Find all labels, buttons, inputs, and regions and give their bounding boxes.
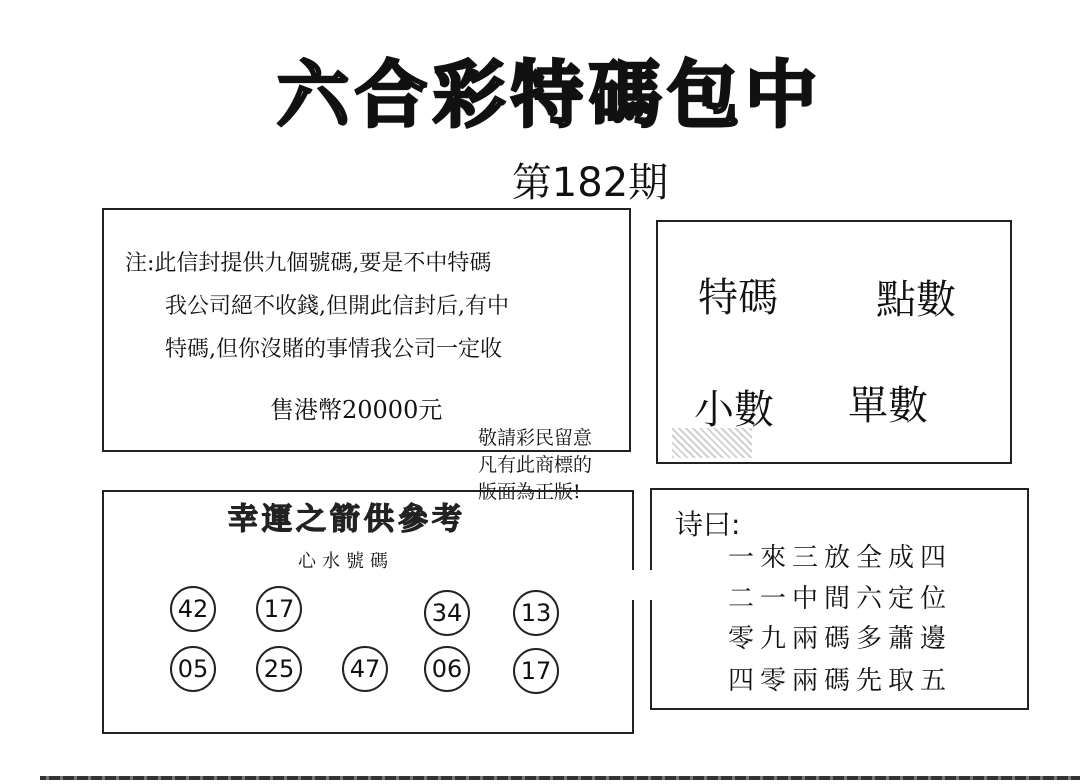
poem-line-3: 零九兩碼多蕭邊: [728, 624, 953, 654]
price-label: 售港幣20000元: [270, 396, 443, 424]
scan-edge: [40, 776, 1080, 780]
number-ball: 17: [256, 586, 302, 632]
notice-line-2: 凡有此商標的: [478, 454, 593, 476]
number-ball: 06: [424, 646, 470, 692]
note-line-2: 我公司絕不收錢,但開此信封后,有中: [165, 294, 509, 319]
category-points: 點數: [876, 277, 956, 323]
poem-heading: 诗曰:: [675, 508, 741, 541]
number-ball: 47: [342, 646, 388, 692]
poem-line-2: 二一中間六定位: [728, 584, 953, 614]
number-ball: 13: [513, 590, 559, 636]
number-ball: 42: [170, 586, 216, 632]
category-odd: 單數: [848, 383, 928, 429]
note-line-3: 特碼,但你沒賭的事情我公司一定收: [165, 337, 502, 362]
poem-line-1: 一來三放全成四: [728, 543, 953, 573]
trademark-smudge: [672, 428, 752, 458]
poem-line-4: 四零兩碼先取五: [728, 666, 953, 696]
number-ball: 25: [256, 646, 302, 692]
number-ball: 34: [424, 590, 470, 636]
page-title: 六合彩特碼包中: [276, 52, 823, 137]
category-special-code: 特碼: [698, 275, 778, 321]
paper-gap: [628, 570, 658, 600]
number-ball: 05: [170, 646, 216, 692]
lucky-subtitle: 心水號碼: [298, 551, 394, 572]
number-ball: 17: [513, 648, 559, 694]
note-line-1: 注:此信封提供九個號碼,要是不中特碼: [125, 251, 492, 276]
issue-number: 第182期: [511, 160, 669, 206]
lucky-title: 幸運之箭供參考: [228, 502, 466, 537]
notice-line-1: 敬請彩民留意: [478, 427, 593, 449]
notice-line-3: 版面為正版!: [478, 481, 581, 503]
category-small: 小數: [694, 387, 774, 433]
note-text: [125, 242, 625, 371]
